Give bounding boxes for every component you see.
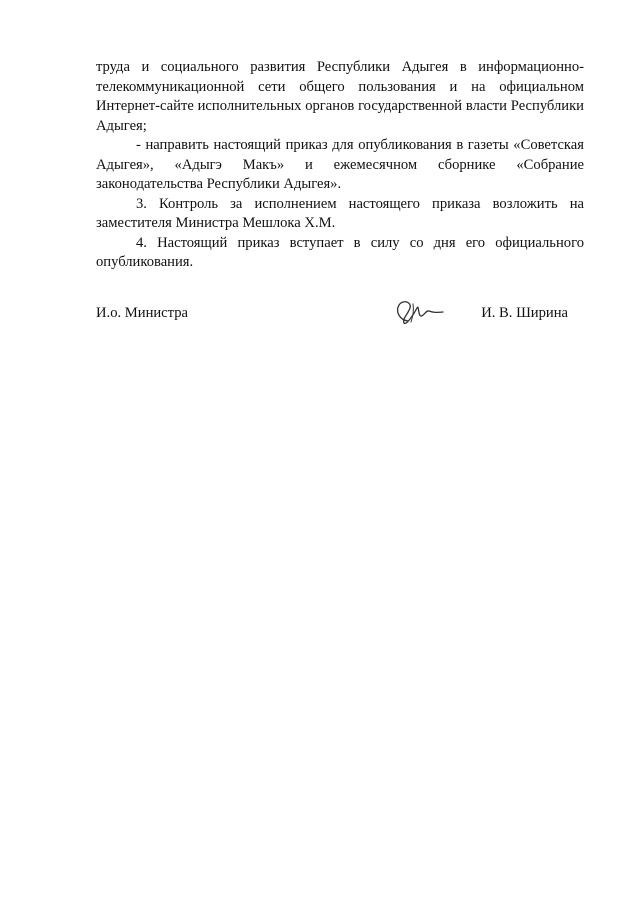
paragraph-control: 3. Контроль за исполнением настоящего приказа возложить на заместителя Министра Мешлока Х.М. [96, 195, 584, 231]
paragraph-effective: 4. Настоящий приказ вступает в силу со дня его официального опубликования. [96, 234, 584, 270]
document-body [96, 58, 584, 273]
handwritten-signature [390, 298, 444, 326]
paragraph-publication: - направить настоящий приказ для опубликования в газеты «Советская Адыгея», «Адыгэ Макъ» и ежемесячном сборнике «Собрание законодательства Республики Адыгея». [96, 137, 584, 192]
paragraph-continuation: труда и социального развития Республики Адыгея в информационно-телекоммуникационной сети общего пользования и на официальном Интернет-сайте исполнительных органов государственной власти Республики Адыгея; [96, 59, 584, 134]
signature-row [96, 302, 568, 326]
signer-name: И. В. Ширина [481, 305, 568, 321]
signer-position: И.о. Министра [96, 305, 188, 321]
